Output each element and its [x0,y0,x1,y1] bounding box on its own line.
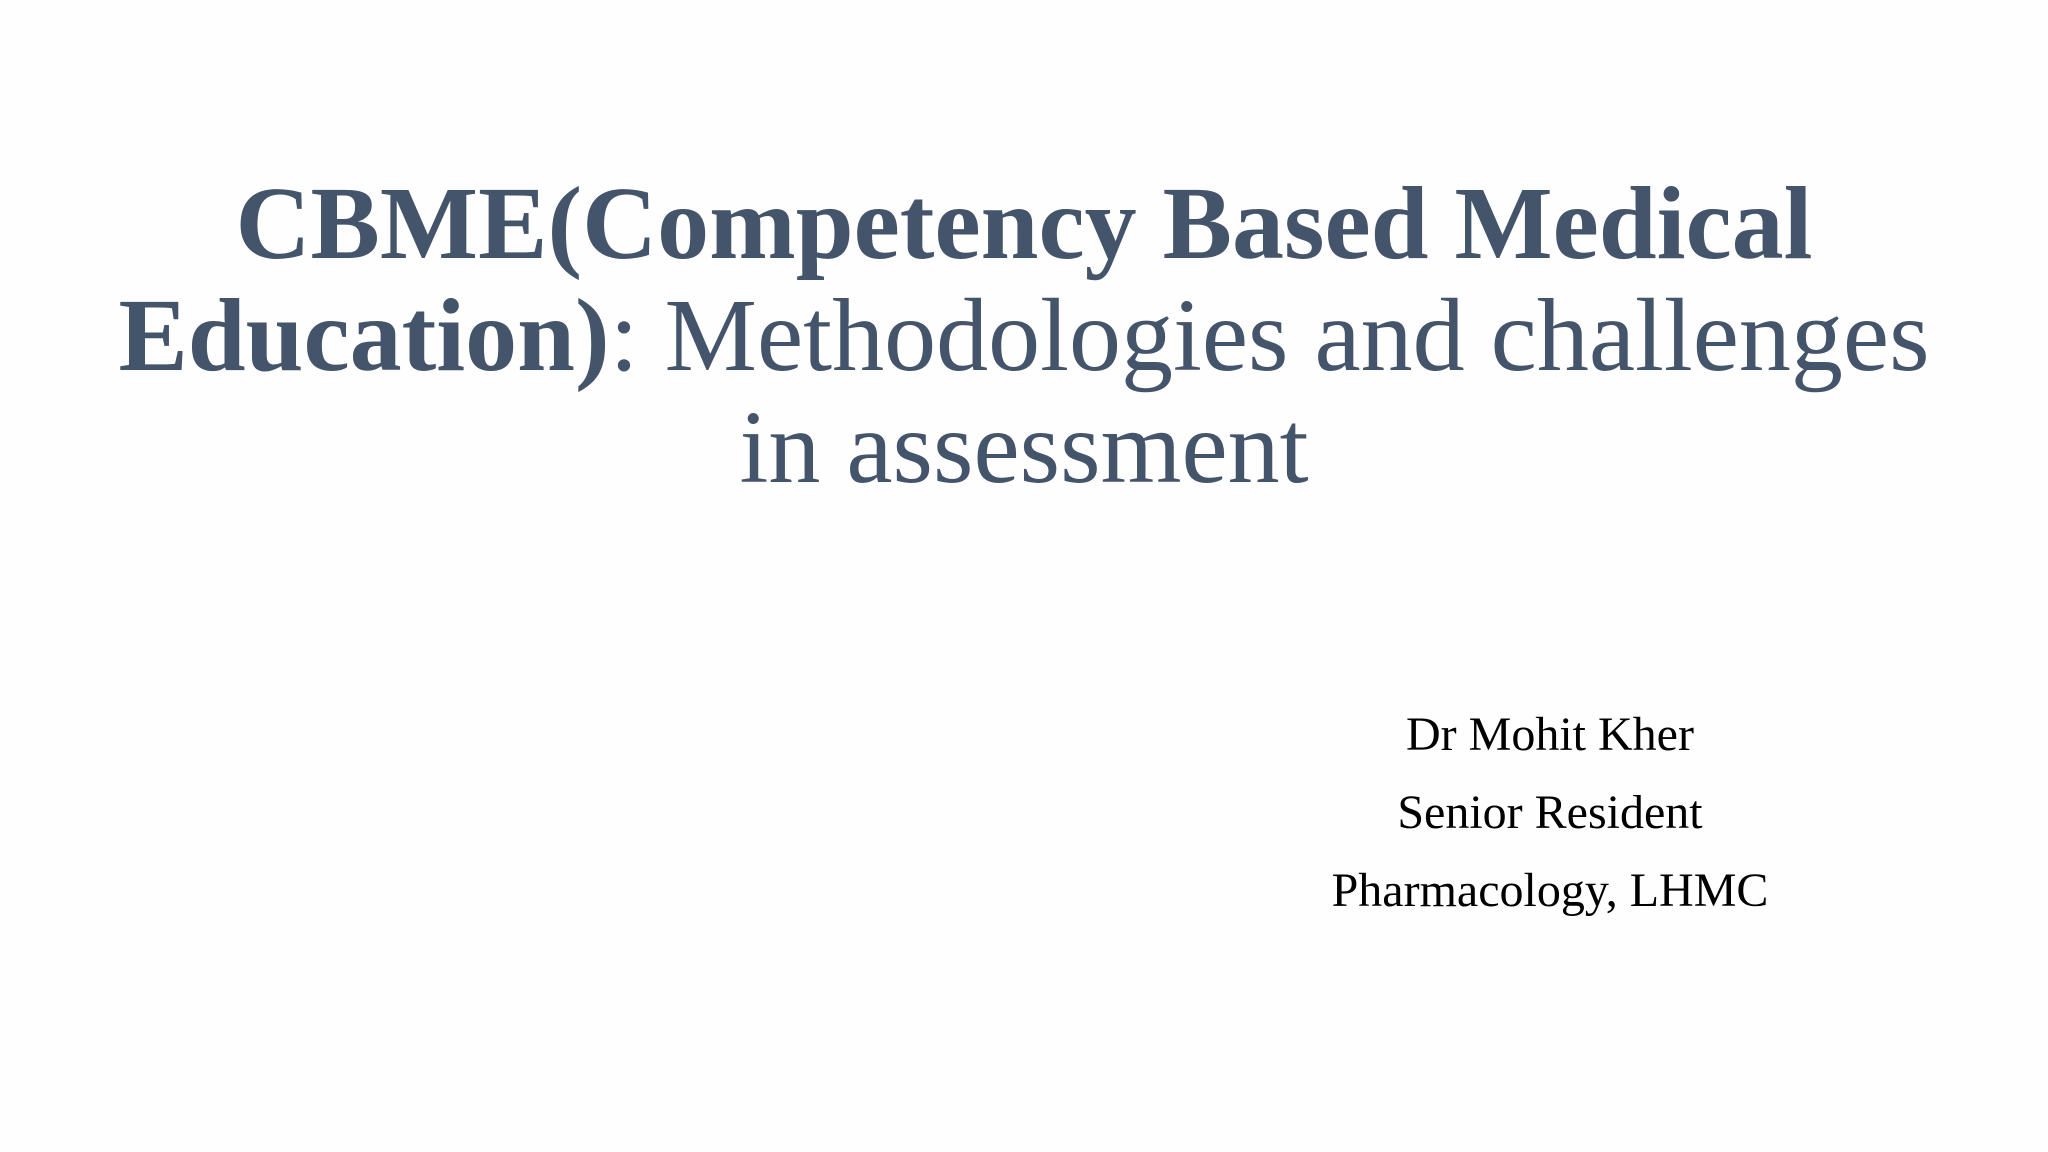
presenter-block [1260,696,1840,930]
title-line-1: CBME(Competency Based Medical [235,166,1813,281]
presenter-department: Pharmacology, LHMC [1331,864,1769,917]
title-line-2-rest: : Methodologies and challenges [609,278,1930,393]
presenter-role: Senior Resident [1397,786,1703,839]
title-line-2-bold: Education) [118,278,610,393]
title-line-3: in assessment [739,390,1309,505]
slide-title [80,168,1968,504]
presenter-name: Dr Mohit Kher [1406,708,1694,761]
